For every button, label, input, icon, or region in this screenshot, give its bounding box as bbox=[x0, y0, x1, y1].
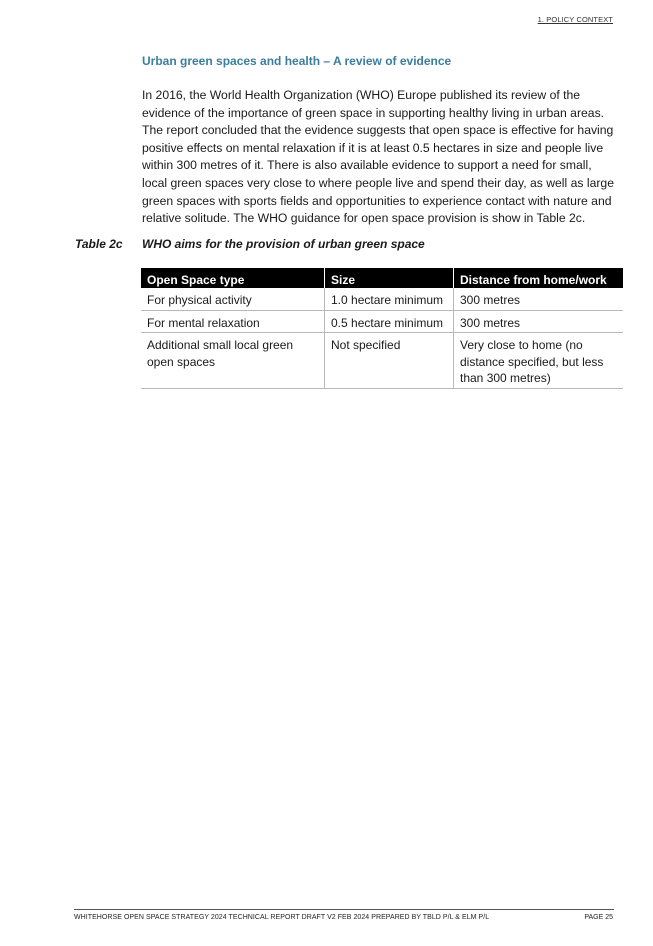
table-cell-distance: 300 metres bbox=[454, 310, 624, 333]
table-cell-type: For physical activity bbox=[141, 288, 325, 310]
column-header-size: Size bbox=[325, 268, 454, 288]
table-row bbox=[141, 310, 623, 333]
table-cell-size: Not specified bbox=[325, 333, 454, 389]
table-row bbox=[141, 288, 623, 310]
column-header-open-space-type: Open Space type bbox=[141, 268, 325, 288]
table-title: WHO aims for the provision of urban green space bbox=[142, 237, 425, 251]
table-number: Table 2c bbox=[75, 237, 123, 251]
footer-divider bbox=[74, 909, 614, 910]
column-header-distance: Distance from home/work bbox=[454, 268, 624, 288]
table-cell-distance: Very close to home (no distance specified, but less than 300 metres) bbox=[454, 333, 624, 389]
table-cell-type: Additional small local green open spaces bbox=[141, 333, 325, 389]
footer-page-number: PAGE 25 bbox=[584, 914, 613, 921]
table-cell-distance: 300 metres bbox=[454, 288, 624, 310]
section-header-label: 1. POLICY CONTEXT bbox=[537, 15, 613, 24]
table-cell-size: 1.0 hectare minimum bbox=[325, 288, 454, 310]
table-header-row bbox=[141, 268, 623, 288]
table-cell-type: For mental relaxation bbox=[141, 310, 325, 333]
footer-document-info: WHITEHORSE OPEN SPACE STRATEGY 2024 TECHNICAL REPORT DRAFT V2 FEB 2024 PREPARED BY TBLD P/L & ELM P/L bbox=[74, 914, 490, 921]
table-cell-size: 0.5 hectare minimum bbox=[325, 310, 454, 333]
body-paragraph: In 2016, the World Health Organization (WHO) Europe published its review of the evidence of the importance of green space in supporting healthy living in urban areas. The report concluded that the evidence suggests that open space is effective for having positive effects on mental relaxation if it is at least 0.5 hectares in size and people live within 300 metres of it. There is also available evidence to support a need for small, local green spaces very close to where people live and spend their day, as well as large green spaces with sports fields and opportunities to experience contact with nature and relative solitude. The WHO guidance for open space provision is show in Table 2c. bbox=[142, 88, 614, 226]
table-row bbox=[141, 333, 623, 389]
green-space-table bbox=[141, 268, 623, 389]
section-heading: Urban green spaces and health – A review of evidence bbox=[142, 54, 452, 68]
